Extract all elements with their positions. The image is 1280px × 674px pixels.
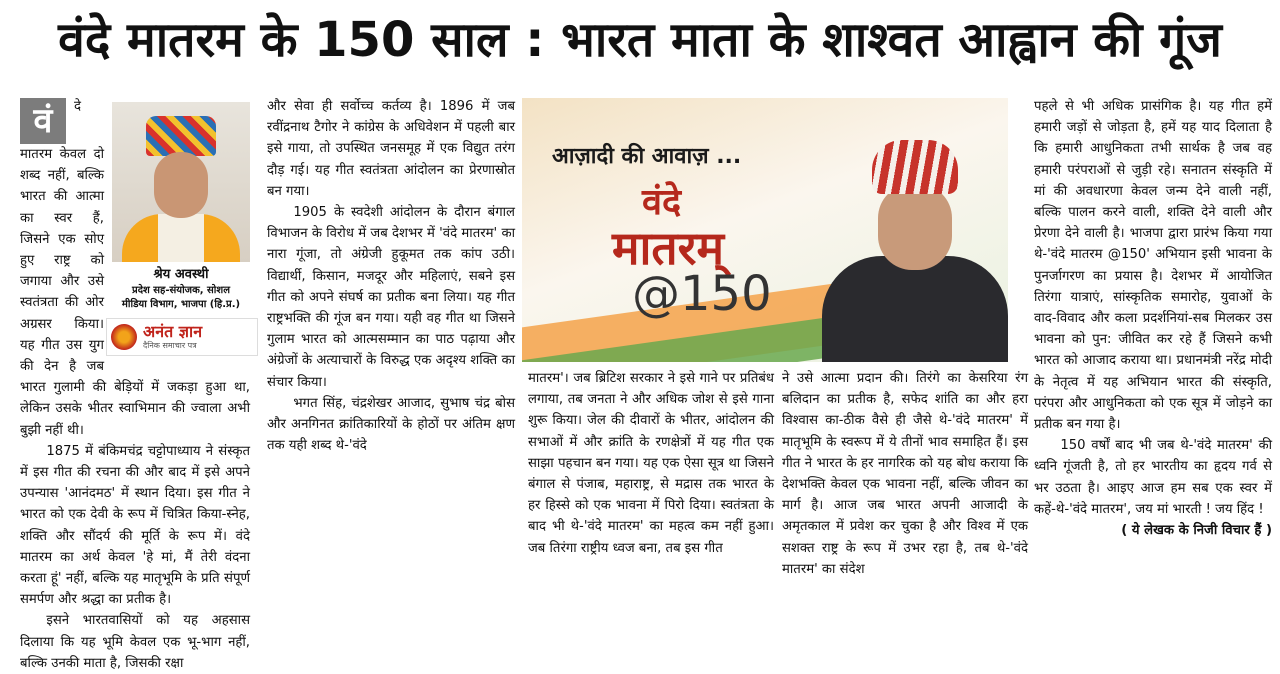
feature-image	[522, 98, 1008, 362]
image-mataram-text: मातरम्	[612, 221, 724, 275]
article-column-4	[782, 368, 1028, 580]
publication-logo	[106, 318, 258, 356]
image-banner-text: आज़ादी की आवाज़ ...	[552, 144, 742, 169]
portrait-illustration	[822, 128, 1008, 362]
logo-subtitle: दैनिक समाचार पत्र	[143, 341, 197, 350]
paragraph: दे मातरम केवल दो शब्द नहीं, बल्कि भारत की आत्मा का स्वर हैं, जिसने एक सोए हुए राष्ट्र को जगाया और उसे स्वतंत्रता की ओर अग्रसर किया। यह गीत उस युग की देन है जब भारत गुलामी की बेड़ियों में जकड़ा हुआ था, लेकिन उसके भीतर स्वाभिमान की ज्वाला अभी बुझी नहीं थी।	[20, 99, 250, 438]
author-box	[112, 102, 250, 356]
disclaimer: ( ये लेखक के निजी विचार हैं )	[1121, 523, 1272, 539]
article-column-2	[267, 96, 515, 456]
dropcap: वं	[20, 98, 66, 144]
author-photo	[112, 102, 250, 262]
logo-title: अनंत ज्ञान	[143, 322, 203, 341]
author-name: श्रेय अवस्थी	[153, 267, 209, 282]
author-role-line-2: मीडिया विभाग, भाजपा (हि.प्र.)	[121, 299, 241, 310]
image-150-text: @150	[632, 266, 772, 322]
headline: वंदे मातरम के 150 साल : भारत माता के शाश्वत आह्वान की गूंज	[58, 12, 1222, 68]
paragraph: पहले से भी अधिक प्रासंगिक है। यह गीत हमें हमारी जड़ों से जोड़ता है, हमें यह याद दिलाता है कि हमारी आधुनिकता तभी सार्थक है जब वह हमारी परंपराओं से जुड़ी रहे। सनातन संस्कृति में मां की अवधारणा केवल जन्म देने वाली नहीं, बल्कि पालन करने वाली, शक्ति देने वाली और प्रेरणा देने वाली है। भाजपा द्वारा प्रारंभ किया गया थे-'वंदे मातरम @150' अभियान इसी भावना के पुनर्जागरण का प्रयास है। देशभर में आयोजित तिरंगा यात्राएं, सांस्कृतिक समारोह, युवाओं के वाद-विवाद और कला प्रदर्शनियां-सब मिलकर उस भावना को पुन: जीवित कर रहे हैं जिसने कभी भारत को आजाद कराया था। प्रधानमंत्री नरेंद्र मोदी के नेतृत्व में यह अभियान भारत की संस्कृति, परंपरा और आधुनिकता को एक सूत्र में जोड़ने का प्रतीक बन गया है।	[1034, 99, 1272, 433]
paragraph: 1905 के स्वदेशी आंदोलन के दौरान बंगाल विभाजन के विरोध में जब देशभर में 'वंदे मातरम' का नारा गूंजा, तो अंग्रेजी हुकूमत तक कांप उठी। विद्यार्थी, किसान, मजदूर और महिलाएं, सबने इस गीत को अपने संघर्ष का प्रतीक बना लिया। यह गीत राष्ट्रभक्ति की गूंज बन गया। यही वह गीत था जिसने गुलाम भारत को आत्मसम्मान का पाठ पढ़ाया और अंग्रेजों के अत्याचारों के विरुद्ध एक अदृश्य शक्ति का संचार किया।	[267, 205, 515, 390]
paragraph: ने उसे आत्मा प्रदान की। तिरंगे का केसरिया रंग बलिदान का प्रतीक है, सफेद शांति का और हरा विश्वास का-ठीक वैसे ही जैसे थे-'वंदे मातरम' में मातृभूमि के स्वरूप में ये तीनों भाव समाहित हैं। इस गीत ने भारत के हर नागरिक को यह बोध कराया कि देशभक्ति केवल एक भावना नहीं, बल्कि जीवन का मार्ग है। आज जब भारत अपनी आजादी के अमृतकाल में प्रवेश कर चुका है और विश्व में एक सशक्त राष्ट्र के रूप में उभर रहा है, तब थे-'वंदे मातरम' का संदेश	[782, 371, 1028, 577]
author-role-line-1: प्रदेश सह-संयोजक, सोशल	[132, 285, 230, 296]
paragraph: 1875 में बंकिमचंद्र चट्टोपाध्याय ने संस्कृत में इस गीत की रचना की और बाद में इसे अपने उपन्यास 'आनंदमठ' में स्थान दिया। इस गीत ने भारत को एक देवी के रूप में चित्रित किया-स्नेह, शक्ति और सौंदर्य की मूर्ति के रूप में। वंदे मातरम का अर्थ केवल 'हे मां, मैं तेरी वंदना करता हूं' नहीं, बल्कि यह मातृभूमि के प्रति संपूर्ण समर्पण और श्रद्धा का प्रतीक है।	[20, 443, 250, 608]
paragraph: इसने भारतवासियों को यह अहसास दिलाया कि यह भूमि केवल एक भू-भाग नहीं, बल्कि उनकी माता है, जिसकी रक्षा	[20, 613, 250, 671]
paragraph: और सेवा ही सर्वोच्च कर्तव्य है। 1896 में जब रवींद्रनाथ टैगोर ने कांग्रेस के अधिवेशन में पहली बार इसे गाया, तो उपस्थित जनसमूह में एक विद्युत तरंग दौड़ गई। यह गीत स्वतंत्रता आंदोलन का प्रेरणास्रोत बन गया।	[267, 99, 515, 199]
paragraph: 150 वर्षों बाद भी जब थे-'वंदे मातरम' की ध्वनि गूंजती है, तो हर भारतीय का हृदय गर्व से भर उठता है। आइए आज हम सब एक स्वर में कहें-थे-'वंदे मातरम', जय मां भारती ! जय हिंद !	[1034, 438, 1272, 517]
paragraph: मातरम'। जब ब्रिटिश सरकार ने इसे गाने पर प्रतिबंध लगाया, तब जनता ने और अधिक जोश से इसे गाना शुरू किया। जेल की दीवारों के भीतर, आंदोलन की सभाओं में और क्रांति के रणक्षेत्रों में यह गीत एक साझा पहचान बन गया। यह एक ऐसा सूत्र था जिसने बंगाल से पंजाब, महाराष्ट्र, से मद्रास तक भारत के हर हिस्से को एक भावना में पिरो दिया। स्वतंत्रता के बाद भी थे-'वंदे मातरम' का महत्व कम नहीं हुआ। जब तिरंगा राष्ट्रीय ध्वज बना, तब इस गीत	[528, 371, 774, 556]
logo-sun-icon	[111, 324, 137, 350]
article-column-1	[20, 96, 250, 674]
paragraph: भगत सिंह, चंद्रशेखर आजाद, सुभाष चंद्र बोस और अनगिनत क्रांतिकारियों के होठों पर अंतिम क्षण तक यही शब्द थे-'वंदे	[267, 395, 515, 454]
article-column-5	[1034, 96, 1272, 541]
article-column-3	[528, 368, 774, 559]
image-vande-text: वंदे	[642, 182, 682, 223]
